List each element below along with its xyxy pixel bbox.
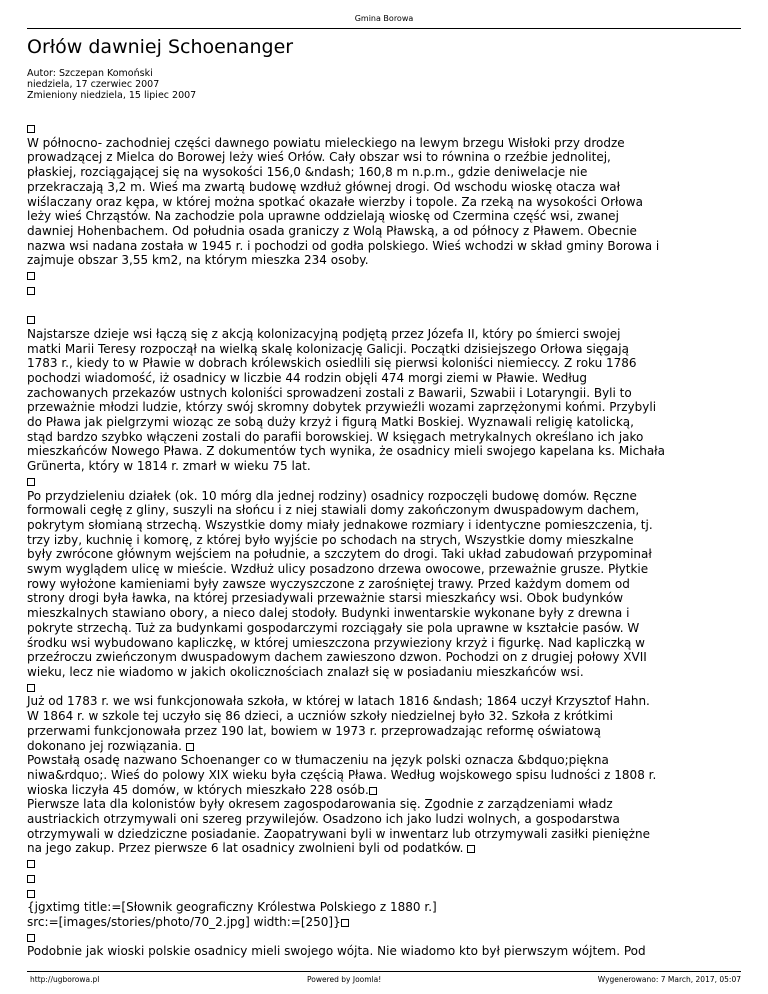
site-header: Gmina Borowa (354, 14, 414, 23)
body-line: Powstałą osadę nazwano Schoenanger co w tłumaczeniu na język polski oznacza &bdquo;piękna (27, 753, 609, 768)
missing-glyph-icon (369, 787, 377, 795)
body-line: na jego zakup. Przez pierwsze 6 lat osadnicy zwolnieni byli od podatków. (27, 841, 741, 856)
body-line: prowadzącej z Mielca do Borowej leży wieś Orłów. Cały obszar wsi to równina o rzeźbie jednolitej, (27, 150, 611, 165)
placeholder-glyph-line (27, 856, 741, 871)
body-line: stąd bardzo szybko włączeni zostali do parafii borowskiej. W księgach metrykalnych określano ich jako (27, 429, 644, 444)
body-line: zachowanych przekazów ustnych koloniści sprowadzeni zostali z Bawarii, Szwabii i Lotaryngii. Byli to (27, 385, 632, 400)
page-footer (27, 975, 741, 987)
body-line: src:=[images/stories/photo/70_2.jpg] width:=[250]} (27, 915, 741, 930)
missing-glyph-icon (27, 478, 35, 486)
footer-powered: Powered by Joomla! (307, 975, 382, 984)
body-line: przeźroczu zwieńczonym dwuspadowym dachem zawieszono dzwon. Pochodzi on z drugiej połowy XVII (27, 650, 647, 665)
body-line: Podobnie jak wioski polskie osadnicy mieli swojego wójta. Nie wiadomo kto był pierwszym wójtem. Pod (27, 944, 646, 959)
body-line: Po przydzieleniu działek (ok. 10 mórg dla jednej rodziny) osadnicy rozpoczęli budowę domów. Ręczne (27, 488, 637, 503)
body-line: trzy izby, kuchnię i komorę, z której było wyjście po schodach na strych, Wszystkie domy mieszkalne (27, 532, 634, 547)
header-divider (27, 28, 741, 29)
body-line: przeważnie młodzi ludzie, którzy swój skromny dobytek przywieźli wozami zaprzężonymi końmi. Przybyli (27, 400, 657, 415)
missing-glyph-icon (27, 684, 35, 692)
missing-glyph-icon (27, 125, 35, 133)
body-line: były zwrócone głównym wejściem na południe, a szczytem do drogi. Taki układ zabudowań przypominał (27, 547, 652, 562)
placeholder-glyph-line (27, 283, 741, 298)
body-line: dawniej Hohenbachem. Od południa osada graniczy z Wolą Pławską, a od północy z Pławem. Obecnie (27, 223, 637, 238)
body-line: Już od 1783 r. we wsi funkcjonowała szkoła, w której w latach 1816 &ndash; 1864 uczył Krzysztof Hahn. (27, 694, 650, 709)
footer-divider (27, 971, 741, 972)
body-line: płaskiej, rozciągającej się na wysokości 156,0 &ndash; 160,8 m n.p.m., gdzie deniwelacje nie (27, 165, 588, 180)
missing-glyph-icon (341, 919, 349, 927)
missing-glyph-icon (27, 287, 35, 295)
placeholder-glyph-line (27, 680, 741, 695)
body-line: pokryte strzechą. Tuż za budynkami gospodarczymi rozciągały sie pola uprawne w kształcie pasów. W (27, 620, 640, 635)
blank-line (27, 297, 741, 312)
missing-glyph-icon (27, 316, 35, 324)
placeholder-glyph-line (27, 930, 741, 945)
body-line: Najstarsze dzieje wsi łączą się z akcją kolonizacyjną podjętą przez Józefa II, który po śmierci swojej (27, 326, 621, 341)
article-title: Orłów dawniej Schoenanger (27, 36, 294, 58)
missing-glyph-icon (186, 743, 194, 751)
placeholder-glyph-line (27, 312, 741, 327)
body-line: do Pława jak pielgrzymi wioząc ze sobą duży krzyż i figurą Matki Boskiej. Wyznawali religię katolicką, (27, 415, 634, 430)
body-line: rowy wyłożone kamieniami były zawsze wyczyszczone z zarośniętej trawy. Przed każdym domem od (27, 576, 630, 591)
body-line: otrzymywali w dziedziczne posiadanie. Zaopatrywani byli w inwentarz lub otrzymywali zasiłki pieniężne (27, 826, 650, 841)
footer-generated: Wygenerowano: 7 March, 2017, 05:07 (597, 975, 741, 984)
body-line: austriackich otrzymywali oni szereg przywilejów. Osadzono ich jako ludzi wolnych, a gospodarstwa (27, 812, 620, 827)
missing-glyph-icon (27, 890, 35, 898)
body-line: W 1864 r. w szkole tej uczyło się 86 dzieci, a uczniów szkoły niedzielnej było 32. Szkoła z krótkimi (27, 709, 613, 724)
body-line: swym wyglądem ulicę w mieście. Wzdłuż ulicy posadzono drzewa owocowe, przeważnie grusze. Płytkie (27, 562, 649, 577)
footer-url-link[interactable]: http://ugborowa.pl (30, 975, 100, 984)
body-line: Pierwsze lata dla kolonistów były okresem zagospodarowania się. Zgodnie z zarządzeniami władz (27, 797, 613, 812)
placeholder-glyph-line (27, 871, 741, 886)
body-line: Grünerta, który w 1814 r. zmarł w wieku 75 lat. (27, 459, 311, 474)
placeholder-glyph-line (27, 268, 741, 283)
body-line: nazwa wsi nadana została w 1945 r. i pochodzi od godła polskiego. Wieś wchodzi w skład gminy Borowa i (27, 238, 660, 253)
body-line: dokonano jej rozwiązania. (27, 739, 741, 754)
body-line: pokrytym słomianą strzechą. Wszystkie domy miały jednakowe rozmiary i identyczne pomieszczenia, tj. (27, 517, 653, 532)
date-line: niedziela, 17 czerwiec 2007 (27, 79, 160, 90)
body-line: mieszkalnych stawiano obory, a nieco dalej stodoły. Budynki inwentarskie wykonane były z drewna i (27, 606, 630, 621)
body-line: mieszkańców Nowego Pława. Z dokumentów tych wynika, że osadnicy mieli swojego kapelana ks. Michała (27, 444, 665, 459)
missing-glyph-icon (27, 272, 35, 280)
body-line: wioska liczyła 45 domów, w których mieszkało 228 osób. (27, 783, 741, 798)
body-line: W północno- zachodniej części dawnego powiatu mieleckiego na lewym brzegu Wisłoki przy drodze (27, 135, 625, 150)
author-line: Autor: Szczepan Komoński (27, 68, 153, 79)
article-meta (27, 68, 196, 101)
missing-glyph-icon (27, 860, 35, 868)
article-body (27, 121, 741, 959)
placeholder-glyph-line (27, 886, 741, 901)
body-line: przerwami funkcjonowała przez 190 lat, bowiem w 1973 r. przeprowadzając reformę oświatową (27, 723, 601, 738)
body-line: 1783 r., kiedy to w Pławie w dobrach królewskich osiedlili się pierwsi koloniści niemieccy. Z roku 1786 (27, 356, 637, 371)
missing-glyph-icon (27, 934, 35, 942)
body-line: matki Marii Teresy rozpoczął na wielką skalę kolonizację Galicji. Początki dzisiejszego Orłowa sięgają (27, 341, 629, 356)
body-line: {jgxtimg title:=[Słownik geograficzny Królestwa Polskiego z 1880 r.] (27, 900, 437, 915)
body-line: zajmuje obszar 3,55 km2, na którym mieszka 234 osoby. (27, 253, 369, 268)
placeholder-glyph-line (27, 121, 741, 136)
body-line: niwa&rdquo;. Wieś do polowy XIX wieku była częścią Pława. Według wojskowego spisu ludności z 1808 r. (27, 767, 657, 782)
body-line: wieku, lecz nie wiadomo w jakich okolicznościach znalazł się w posiadaniu mieszkańców wsi. (27, 665, 584, 679)
body-line: strony drogi była ławka, na której przesiadywali przeważnie starsi mieszkańcy wsi. Obok budynków (27, 591, 624, 606)
placeholder-glyph-line (27, 474, 741, 489)
body-line: leży wieś Chrząstów. Na zachodzie pola uprawne oddzielają wioskę od Czermina część wsi, zwanej (27, 209, 619, 224)
body-line: formowali cegłę z gliny, suszyli na słońcu i z niej stawiali domy zakończonym dwuspadowym dachem, (27, 503, 640, 518)
missing-glyph-icon (27, 875, 35, 883)
body-line: wiślaczany oraz kępa, w której można spotkać okazałe wierzby i topole. Za rzeką na wysokości Orłowa (27, 194, 643, 209)
body-line: przekraczają 3,2 m. Wieś ma zwartą budowę wzdłuż głównej drogi. Od wschodu wioskę otacza wał (27, 179, 620, 194)
body-line: pochodzi wiadomość, iż osadnicy w liczbie 44 rodzin objęli 474 morgi ziemi w Pławie. Według (27, 370, 587, 385)
missing-glyph-icon (467, 845, 475, 853)
modified-line: Zmieniony niedziela, 15 lipiec 2007 (27, 90, 197, 101)
body-line: środku wsi wybudowano kapliczkę, w której umieszczona przywieziony krzyż i figurkę. Nad kapliczką w (27, 635, 645, 650)
